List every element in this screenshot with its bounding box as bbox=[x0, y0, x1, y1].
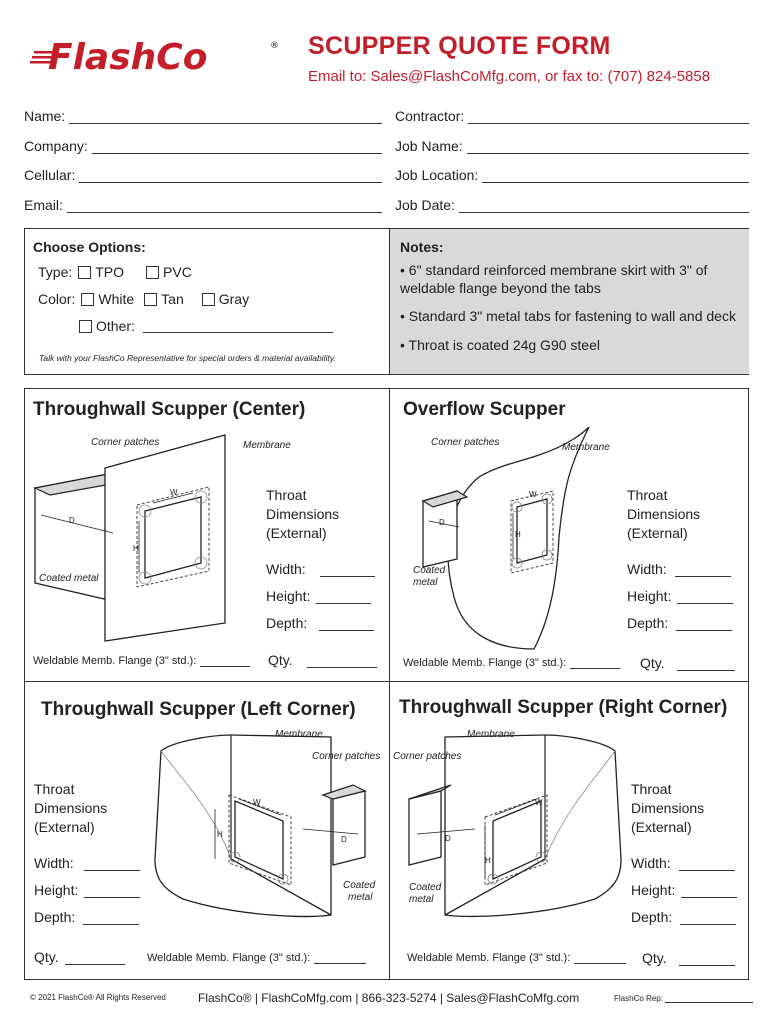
overflow-scupper-diagram bbox=[419, 427, 599, 657]
scupper-grid bbox=[24, 388, 749, 980]
coated-metal-label: Coated metal bbox=[39, 573, 99, 584]
qty-field[interactable]: Qty. bbox=[642, 950, 735, 966]
center-scupper-title: Throughwall Scupper (Center) bbox=[33, 399, 306, 420]
other-input[interactable] bbox=[143, 319, 333, 333]
job-name-field[interactable]: Job Name: bbox=[395, 134, 749, 154]
note-item: • Throat is coated 24g G90 steel bbox=[400, 337, 600, 353]
gray-checkbox[interactable] bbox=[202, 293, 215, 306]
job-location-field[interactable]: Job Location: bbox=[395, 163, 749, 183]
throat-dimensions-label: Throat Dimensions (External) bbox=[34, 781, 108, 835]
copyright: © 2021 FlashCo® All Rights Reserved bbox=[30, 993, 166, 1002]
email-field[interactable]: Email: bbox=[24, 193, 382, 213]
svg-text:H: H bbox=[515, 530, 521, 539]
other-checkbox[interactable] bbox=[79, 320, 92, 333]
name-field[interactable]: Name: bbox=[24, 104, 382, 124]
corner-patches-label: Corner patches bbox=[431, 437, 500, 448]
svg-text:W: W bbox=[170, 488, 178, 497]
notes-panel bbox=[389, 229, 749, 374]
tpo-label: TPO bbox=[95, 264, 125, 280]
white-checkbox[interactable] bbox=[81, 293, 94, 306]
right-corner-scupper-title: Throughwall Scupper (Right Corner) bbox=[399, 697, 728, 718]
form-title: SCUPPER QUOTE FORM bbox=[308, 32, 611, 60]
depth-field[interactable]: Depth: bbox=[266, 615, 374, 631]
membrane-label: Membrane bbox=[467, 729, 515, 740]
note-item: • Standard 3" metal tabs for fastening to wall and deck bbox=[400, 308, 736, 324]
svg-text:W: W bbox=[529, 490, 537, 499]
flashco-logo bbox=[30, 36, 280, 76]
options-box bbox=[24, 228, 749, 375]
corner-patches-label: Corner patches bbox=[91, 437, 160, 448]
tan-label: Tan bbox=[161, 291, 184, 307]
company-field[interactable]: Company: bbox=[24, 134, 382, 154]
width-field[interactable]: Width: bbox=[266, 561, 375, 577]
svg-text:D: D bbox=[69, 516, 75, 525]
svg-text:W: W bbox=[253, 798, 261, 807]
coated-metal-label: Coated metal bbox=[343, 880, 376, 903]
contractor-field[interactable]: Contractor: bbox=[395, 104, 749, 124]
left-corner-scupper-title: Throughwall Scupper (Left Corner) bbox=[41, 699, 356, 720]
svg-text:®: ® bbox=[270, 41, 279, 51]
white-label: White bbox=[98, 291, 135, 307]
qty-field[interactable]: Qty. bbox=[34, 949, 125, 965]
qty-field[interactable]: Qty. bbox=[268, 652, 377, 668]
height-field[interactable]: Height: bbox=[631, 882, 737, 898]
note-item: • 6" standard reinforced membrane skirt with 3" of weldable flange beyond the tabs bbox=[400, 262, 708, 296]
width-field[interactable]: Width: bbox=[34, 855, 140, 871]
options-heading: Choose Options: bbox=[33, 239, 146, 255]
weldable-flange-field[interactable]: Weldable Memb. Flange (3" std.): bbox=[403, 657, 620, 669]
membrane-label: Membrane bbox=[562, 442, 610, 453]
throat-dimensions-label: Throat Dimensions (External) bbox=[631, 781, 705, 835]
coated-metal-label: Coated metal bbox=[409, 882, 442, 905]
pvc-label: PVC bbox=[163, 264, 192, 280]
flashco-rep-field[interactable]: FlashCo Rep: bbox=[614, 994, 753, 1003]
tpo-checkbox[interactable] bbox=[78, 266, 91, 279]
svg-text:D: D bbox=[341, 835, 347, 844]
throat-dimensions-label: Throat Dimensions (External) bbox=[627, 487, 701, 541]
width-field[interactable]: Width: bbox=[631, 855, 735, 871]
corner-patches-label: Corner patches bbox=[312, 751, 381, 762]
cellular-field[interactable]: Cellular: bbox=[24, 163, 382, 183]
height-field[interactable]: Height: bbox=[34, 882, 140, 898]
center-scupper-diagram bbox=[33, 433, 263, 653]
membrane-label: Membrane bbox=[243, 440, 291, 451]
width-field[interactable]: Width: bbox=[627, 561, 731, 577]
overflow-scupper-title: Overflow Scupper bbox=[403, 399, 566, 420]
weldable-flange-field[interactable]: Weldable Memb. Flange (3" std.): bbox=[407, 952, 626, 964]
svg-text:H: H bbox=[133, 544, 139, 553]
depth-field[interactable]: Depth: bbox=[34, 909, 139, 925]
options-footnote: Talk with your FlashCo Representative for special orders & material availability. bbox=[39, 353, 336, 363]
height-field[interactable]: Height: bbox=[627, 588, 733, 604]
logo-text: FlashCo bbox=[48, 37, 208, 76]
height-field[interactable]: Height: bbox=[266, 588, 371, 604]
pvc-checkbox[interactable] bbox=[146, 266, 159, 279]
notes-heading: Notes: bbox=[400, 239, 444, 255]
svg-text:H: H bbox=[217, 830, 223, 839]
choose-options bbox=[25, 229, 389, 374]
depth-field[interactable]: Depth: bbox=[631, 909, 736, 925]
membrane-label: Membrane bbox=[275, 729, 323, 740]
weldable-flange-field[interactable]: Weldable Memb. Flange (3" std.): bbox=[147, 952, 366, 964]
type-label: Type: bbox=[38, 264, 73, 280]
svg-text:D: D bbox=[439, 518, 445, 527]
job-date-field[interactable]: Job Date: bbox=[395, 193, 749, 213]
gray-label: Gray bbox=[218, 291, 250, 307]
qty-field[interactable]: Qty. bbox=[640, 655, 735, 671]
form-subtitle: Email to: Sales@FlashCoMfg.com, or fax to: (707) 824-5858 bbox=[308, 68, 711, 85]
svg-text:W: W bbox=[535, 798, 543, 807]
coated-metal-label: Coated metal bbox=[413, 565, 446, 588]
corner-patches-label: Corner patches bbox=[393, 751, 462, 762]
depth-field[interactable]: Depth: bbox=[627, 615, 732, 631]
other-label: Other: bbox=[96, 318, 135, 334]
tan-checkbox[interactable] bbox=[144, 293, 157, 306]
throat-dimensions-label: Throat Dimensions (External) bbox=[266, 487, 340, 541]
svg-text:D: D bbox=[445, 834, 451, 843]
footer-contact: FlashCo® | FlashCoMfg.com | 866-323-5274 | Sales@FlashCoMfg.com bbox=[198, 991, 580, 1005]
svg-text:H: H bbox=[485, 856, 491, 865]
weldable-flange-field[interactable]: Weldable Memb. Flange (3" std.): bbox=[33, 655, 250, 667]
color-label: Color: bbox=[38, 291, 76, 307]
